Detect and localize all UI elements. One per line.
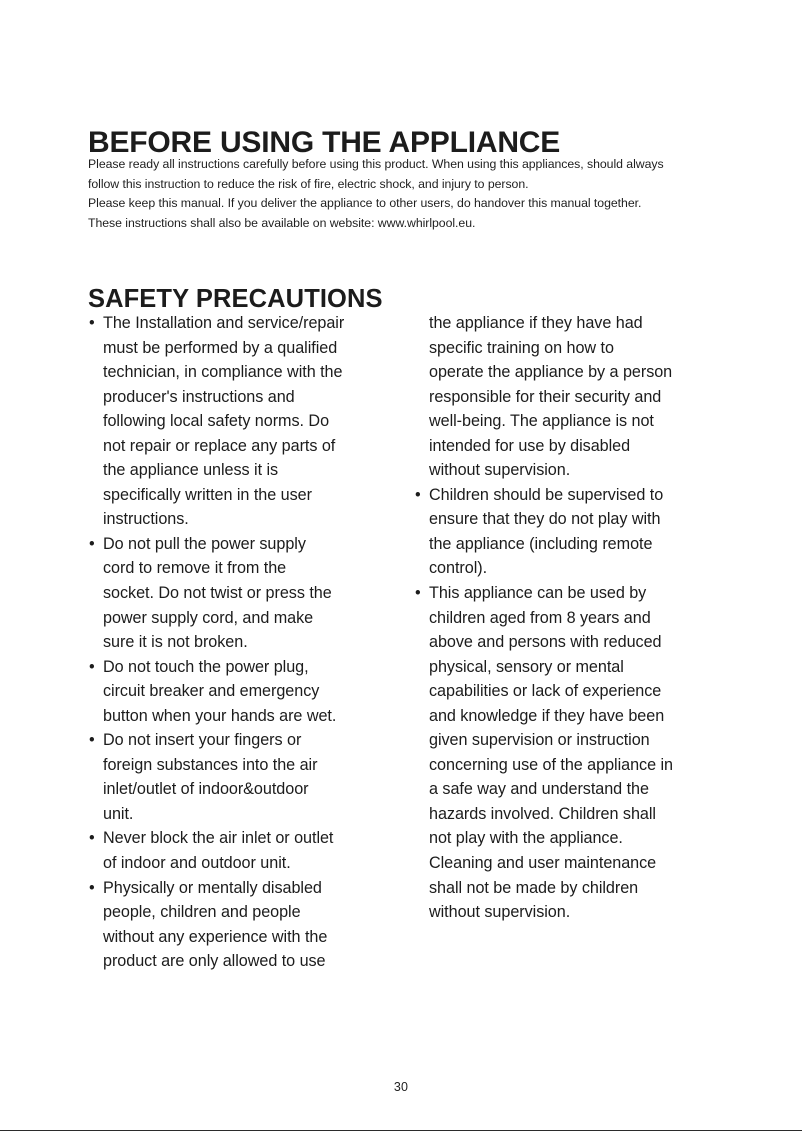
safety-text-line: without supervision. — [429, 903, 571, 922]
safety-text-line: cord to remove it from the — [103, 559, 287, 578]
safety-bullet-item — [89, 532, 401, 655]
safety-text-line: specific training on how to — [429, 338, 614, 357]
intro-line: follow this instruction to reduce the risk of fire, electric shock, and injury to person. — [88, 176, 529, 191]
safety-bullet-item — [89, 311, 401, 532]
bullet-icon: • — [415, 584, 421, 603]
safety-text-line: operate the appliance by a person — [429, 363, 673, 382]
page-number: 30 — [393, 1080, 409, 1094]
safety-text-line: Cleaning and user maintenance — [429, 854, 657, 873]
page-title: BEFORE USING THE APPLIANCE — [88, 126, 561, 160]
safety-text-line: Physically or mentally disabled — [103, 878, 322, 897]
safety-text-line: concerning use of the appliance in — [429, 755, 673, 774]
safety-text-line: the appliance if they have had — [429, 314, 643, 332]
safety-text-line: producer's instructions and — [103, 387, 295, 406]
safety-text-line: Do not insert your fingers or — [103, 731, 302, 750]
intro-paragraph-2 — [88, 194, 728, 233]
safety-text-line: foreign substances into the air — [103, 755, 318, 774]
safety-bullet-item — [89, 826, 401, 875]
safety-text-line: unit. — [103, 804, 134, 823]
intro-line: These instructions shall also be available on website: www.whirlpool.eu. — [88, 215, 476, 230]
safety-text-line: button when your hands are wet. — [103, 706, 337, 725]
safety-text-line: This appliance can be used by — [429, 584, 647, 603]
bullet-icon: • — [89, 731, 95, 750]
scan-edge-artifact — [0, 1130, 802, 1132]
bullet-icon: • — [89, 314, 95, 332]
safety-text-line: Never block the air inlet or outlet — [103, 829, 334, 848]
bullet-icon: • — [89, 534, 95, 553]
intro-line: Please ready all instructions carefully before using this product. When using this appliances, should always — [88, 157, 664, 171]
safety-text-line: circuit breaker and emergency — [103, 682, 320, 701]
safety-text-line: The Installation and service/repair — [103, 314, 345, 332]
bullet-icon: • — [89, 829, 95, 848]
safety-text-line: intended for use by disabled — [429, 436, 631, 455]
safety-text-line: given supervision or instruction — [429, 731, 650, 750]
safety-text-line: specifically written in the user — [103, 485, 312, 504]
bullet-icon: • — [415, 485, 421, 504]
safety-text-line: ensure that they do not play with — [429, 510, 661, 529]
safety-text-line: power supply cord, and make — [103, 608, 314, 627]
safety-bullet-item — [415, 483, 727, 581]
safety-text-line: physical, sensory or mental — [429, 657, 624, 676]
safety-text-line: inlet/outlet of indoor&outdoor — [103, 780, 309, 799]
safety-text-line: a safe way and understand the — [429, 780, 649, 799]
section-title-safety-precautions: SAFETY PRECAUTIONS — [88, 285, 383, 314]
safety-text-line: above and persons with reduced — [429, 633, 662, 652]
bullet-icon: • — [89, 657, 95, 676]
safety-continuation-block — [415, 311, 727, 483]
intro-line: Please keep this manual. If you deliver the appliance to other users, do handover this manual together. — [88, 196, 642, 210]
safety-text-line: people, children and people — [103, 903, 301, 922]
safety-bullet-item — [415, 581, 727, 925]
safety-bullet-item — [89, 728, 401, 826]
safety-text-line: following local safety norms. Do — [103, 412, 330, 431]
safety-text-line: product are only allowed to use — [103, 952, 326, 971]
safety-text-line: socket. Do not twist or press the — [103, 584, 332, 603]
safety-text-line: not play with the appliance. — [429, 829, 623, 848]
safety-text-line: must be performed by a qualified — [103, 338, 338, 357]
safety-text-line: control). — [429, 559, 488, 578]
safety-text-line: instructions. — [103, 510, 189, 529]
safety-text-line: without any experience with the — [103, 927, 328, 946]
safety-text-line: well-being. The appliance is not — [429, 412, 654, 431]
safety-column-left — [89, 311, 401, 974]
safety-text-line: not repair or replace any parts of — [103, 436, 336, 455]
safety-text-line: and knowledge if they have been — [429, 706, 665, 725]
safety-text-line: Children should be supervised to — [429, 485, 664, 504]
safety-text-line: technician, in compliance with the — [103, 363, 343, 382]
bullet-icon: • — [89, 878, 95, 897]
safety-text-line: the appliance unless it is — [103, 461, 279, 480]
safety-text-line: Do not touch the power plug, — [103, 657, 309, 676]
safety-text-line: responsible for their security and — [429, 387, 662, 406]
safety-text-line: without supervision. — [429, 461, 571, 480]
safety-bullet-item — [89, 876, 401, 974]
safety-text-line: of indoor and outdoor unit. — [103, 854, 291, 873]
safety-column-right — [415, 311, 727, 925]
safety-text-line: children aged from 8 years and — [429, 608, 651, 627]
safety-bullet-item — [89, 655, 401, 729]
safety-text-line: capabilities or lack of experience — [429, 682, 662, 701]
safety-text-line: shall not be made by children — [429, 878, 639, 897]
safety-text-line: the appliance (including remote — [429, 534, 653, 553]
safety-text-line: hazards involved. Children shall — [429, 804, 656, 823]
safety-text-line: Do not pull the power supply — [103, 534, 306, 553]
safety-text-line: sure it is not broken. — [103, 633, 248, 652]
intro-paragraph-1 — [88, 155, 728, 194]
